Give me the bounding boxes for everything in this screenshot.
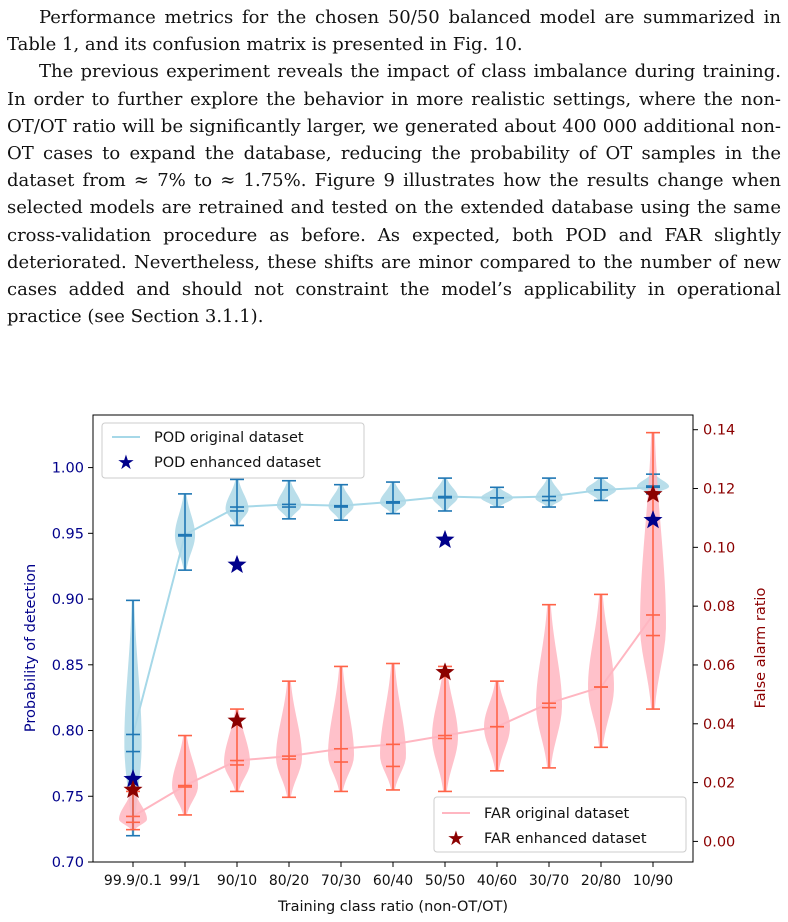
y-right-tick-label: 0.10 bbox=[703, 540, 736, 557]
x-tick-label: 99/1 bbox=[169, 873, 201, 889]
y-left-tick-label: 0.70 bbox=[51, 855, 84, 871]
y-axis-label-right: False alarm ratio bbox=[753, 587, 769, 709]
legend-pod bbox=[102, 423, 364, 478]
y-right-tick-label: 0.14 bbox=[703, 422, 736, 439]
y-left-tick-label: 0.75 bbox=[51, 789, 84, 806]
legend-far-enhanced-label: FAR enhanced dataset bbox=[484, 831, 647, 847]
x-tick-label: 10/90 bbox=[632, 873, 674, 889]
body-text bbox=[7, 4, 781, 330]
x-tick-label: 40/60 bbox=[476, 873, 518, 889]
y-left-tick-label: 1.00 bbox=[51, 460, 84, 477]
y-right-tick-label: 0.12 bbox=[703, 481, 736, 498]
x-tick-label: 80/20 bbox=[268, 873, 310, 889]
x-tick-label: 60/40 bbox=[372, 873, 414, 889]
y-right-tick-label: 0.08 bbox=[703, 599, 736, 616]
y-left-tick-label: 0.90 bbox=[51, 592, 84, 609]
x-tick-label: 20/80 bbox=[580, 873, 622, 889]
x-tick-label: 99.9/0.1 bbox=[103, 873, 163, 889]
x-tick-label: 90/10 bbox=[216, 873, 258, 889]
y-axis-label-left: Probability of detection bbox=[23, 563, 39, 733]
legend-far-original-label: FAR original dataset bbox=[484, 806, 630, 822]
y-right-tick-label: 0.06 bbox=[703, 657, 736, 674]
x-axis-label: Training class ratio (non-OT/OT) bbox=[277, 899, 509, 915]
legend-pod-original-label: POD original dataset bbox=[154, 430, 304, 446]
legend-far bbox=[434, 797, 686, 852]
x-tick-label: 50/50 bbox=[424, 873, 466, 889]
figure-9-chart bbox=[0, 405, 788, 922]
y-right-tick-label: 0.00 bbox=[703, 834, 736, 851]
legend-pod-star-swatch: ★ bbox=[117, 450, 135, 474]
y-right-tick-label: 0.04 bbox=[703, 716, 736, 733]
legend-far-star-swatch: ★ bbox=[447, 826, 465, 850]
paragraph-1: Performance metrics for the chosen 50/50 balanced model are summarized in Table 1, and its confusion matrix is presented in Fig. 10. bbox=[7, 7, 781, 56]
legend-pod-enhanced-label: POD enhanced dataset bbox=[154, 455, 321, 471]
y-left-tick-label: 0.80 bbox=[51, 723, 84, 740]
x-tick-label: 30/70 bbox=[528, 873, 570, 889]
y-right-tick-label: 0.02 bbox=[703, 775, 736, 792]
y-left-tick-label: 0.85 bbox=[51, 657, 84, 674]
y-left-tick-label: 0.95 bbox=[51, 526, 84, 543]
paragraph-2: The previous experiment reveals the impact of class imbalance during training. In order to further explore the behavior in more realistic settings, where the non-OT/OT ratio will be significantly larger, we generated about 400 000 additional non-OT cases to expand the database, reducing the probability of OT samples in the dataset from ≈ 7% to ≈ 1.75%. Figure 9 illustrates how the results change when selected models are retrained and tested on the extended database using the same cross-validation procedure as before. As expected, both POD and FAR slightly deteriorated. Nevertheless, these shifts are minor compared to the number of new cases added and should not constraint the model’s applicability in operational practice (see Section 3.1.1). bbox=[7, 61, 781, 328]
x-tick-label: 70/30 bbox=[320, 873, 362, 889]
